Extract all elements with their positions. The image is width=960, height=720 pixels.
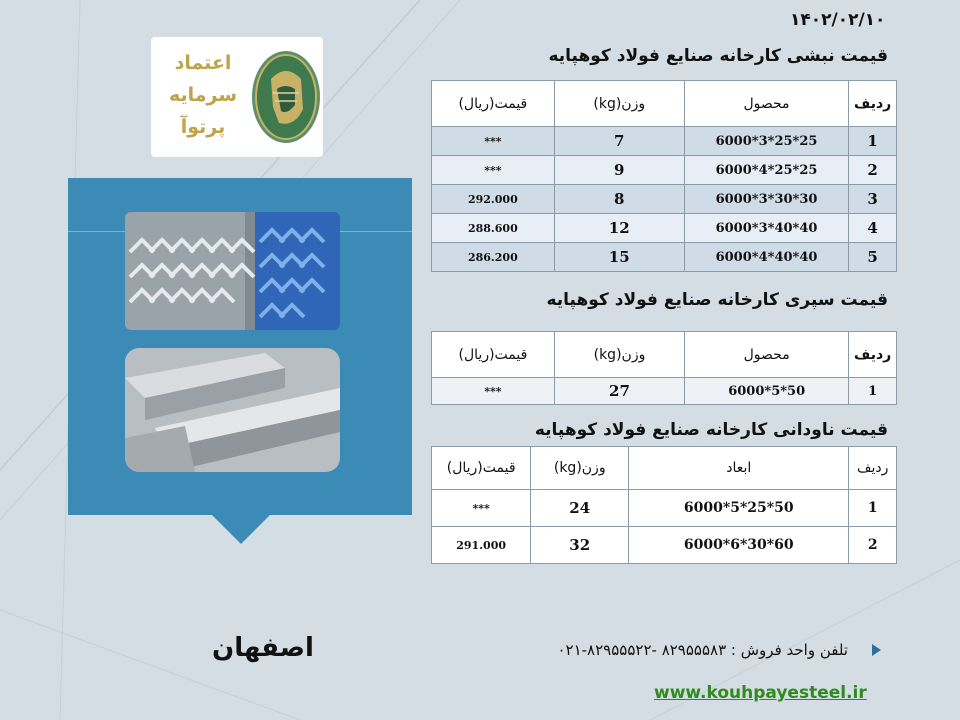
- header-price: قیمت(ریال): [432, 332, 555, 378]
- phone-label: تلفن واحد فروش :: [730, 641, 848, 659]
- website-link[interactable]: www.kouhpayesteel.ir: [654, 683, 867, 703]
- header-weight: وزن(kg): [554, 332, 684, 378]
- header-product: محصول: [685, 332, 849, 378]
- channel-bars-photo: [125, 348, 340, 472]
- company-logo: [151, 37, 323, 157]
- table2-title: قیمت سپری کارخانه صنایع فولاد کوهپایه: [546, 290, 888, 310]
- angle-price-table: [431, 80, 897, 272]
- table-row: 1 50*25*5*6000 24 ***: [432, 490, 897, 527]
- date: ۱۴۰۲/۰۲/۱۰: [790, 10, 886, 30]
- phone-numbers: ۸۲۹۵۵۵۸۳ -۸۲۹۵۵۵۲۲-۰۲۱: [557, 641, 727, 659]
- header-id: ردیف: [849, 447, 897, 490]
- header-price: قیمت(ریال): [432, 81, 555, 127]
- table-row: 3 30*30*3*6000 8 292.000: [432, 185, 897, 214]
- channel-price-table: [431, 446, 897, 564]
- seal-icon: [251, 49, 321, 145]
- header-weight: وزن(kg): [554, 81, 684, 127]
- table-row: 2 25*25*4*6000 9 ***: [432, 156, 897, 185]
- city-name: اصفهان: [212, 633, 314, 663]
- table3-title: قیمت ناودانی کارخانه صنایع فولاد کوهپایه: [534, 420, 888, 440]
- sales-phone: [557, 641, 848, 659]
- logo-wordmark: اعتماد سرمایه پرتوآ: [168, 52, 238, 138]
- angle-bars-photo: [125, 212, 340, 330]
- table1-title: قیمت نبشی کارخانه صنایع فولاد کوهپایه: [548, 46, 888, 66]
- header-dimensions: ابعاد: [629, 447, 849, 490]
- tee-price-table: [431, 331, 897, 405]
- panel-arrow: [211, 514, 271, 544]
- table-row: 4 40*40*3*6000 12 288.600: [432, 214, 897, 243]
- table-row: 2 60*30*6*6000 32 291.000: [432, 527, 897, 564]
- bullet-arrow-icon: [872, 644, 881, 656]
- header-price: قیمت(ریال): [432, 447, 531, 490]
- table-row: 1 50*5*6000 27 ***: [432, 378, 897, 405]
- table-row: 1 25*25*3*6000 7 ***: [432, 127, 897, 156]
- header-id: ردیف: [849, 81, 897, 127]
- header-product: محصول: [684, 81, 848, 127]
- header-id: ردیف: [849, 332, 897, 378]
- header-weight: وزن(kg): [531, 447, 629, 490]
- table-row: 5 40*40*4*6000 15 286.200: [432, 243, 897, 272]
